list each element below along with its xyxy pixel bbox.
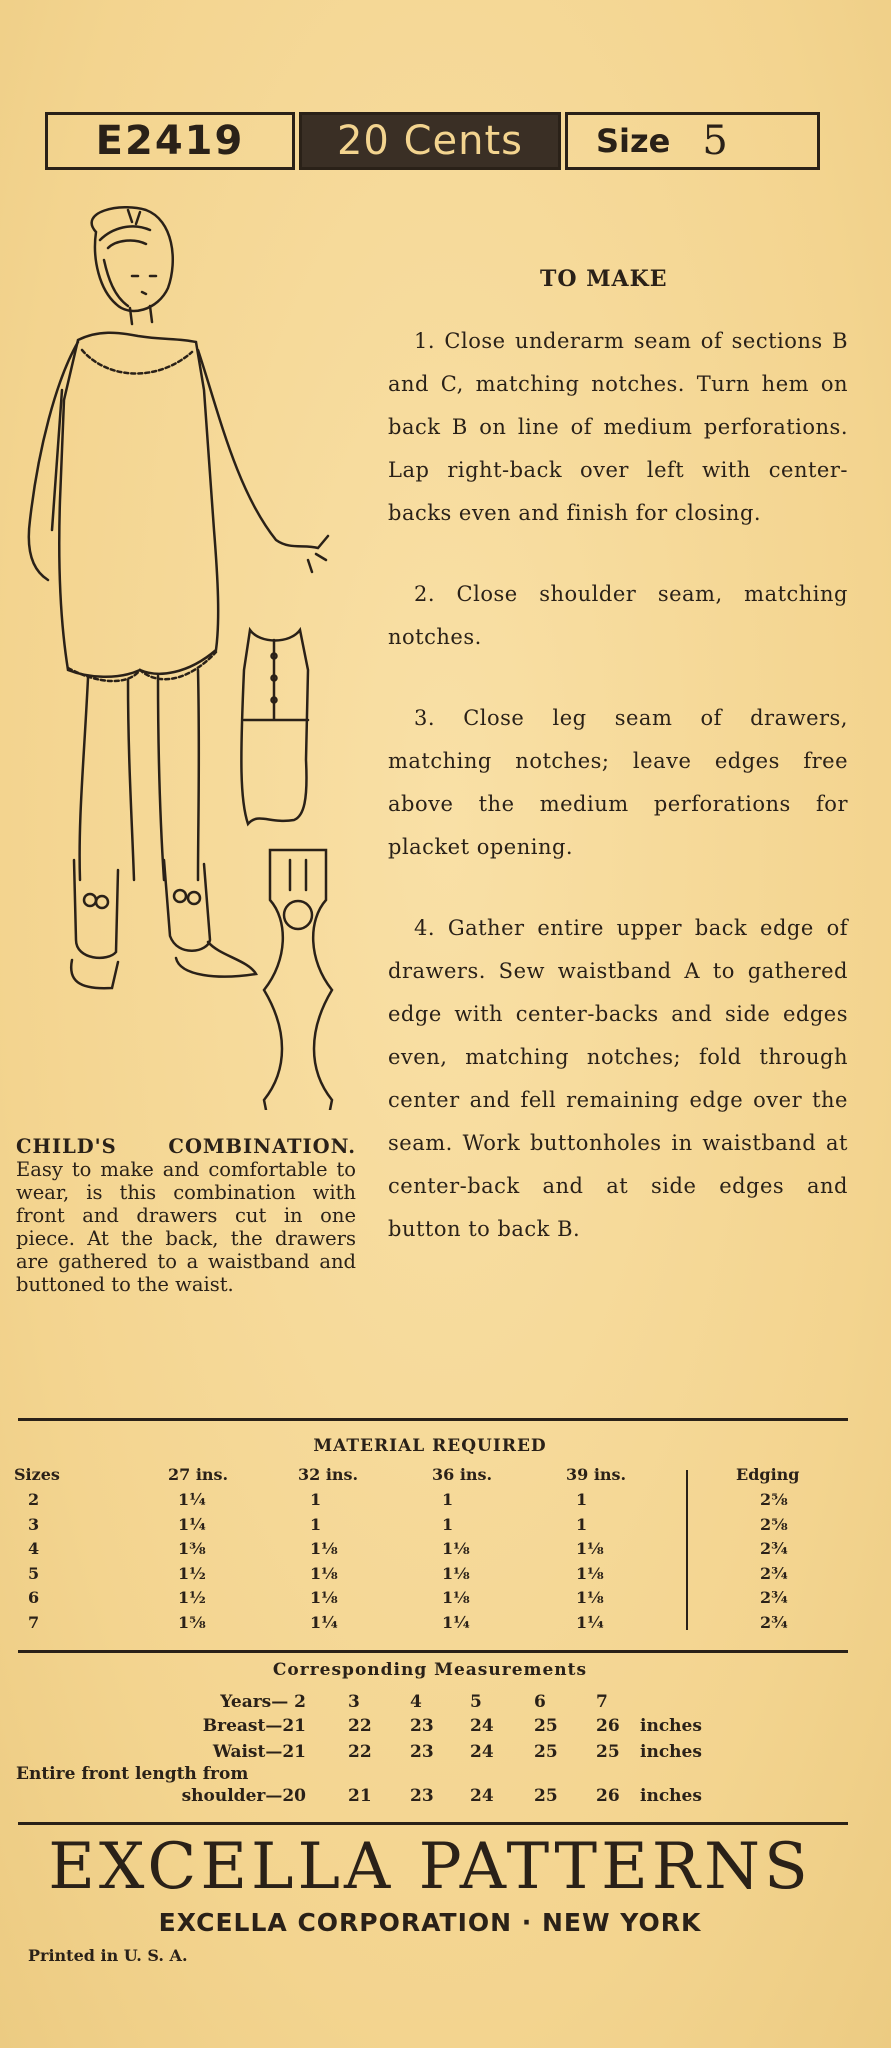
measurement-value: 25: [534, 1716, 558, 1736]
pattern-description: [16, 1135, 356, 1296]
material-cell: 3: [28, 1514, 40, 1534]
measurement-value: 24: [470, 1786, 494, 1806]
measurement-value: 23: [410, 1716, 434, 1736]
measurement-value: 25: [596, 1742, 620, 1762]
brand-name: EXCELLA PATTERNS: [48, 1830, 812, 1904]
col-header: 36 ins.: [432, 1465, 493, 1484]
material-cell: 2⅝: [760, 1490, 788, 1509]
material-cell: 1¼: [576, 1612, 604, 1632]
measurement-value: 22: [348, 1742, 372, 1762]
divider-top: [18, 1418, 848, 1421]
material-cell: 1: [310, 1490, 322, 1509]
material-cell: 1⅛: [442, 1588, 470, 1607]
size-label: Size: [596, 122, 671, 160]
material-cell: 2¾: [760, 1588, 788, 1607]
measurement-value: 23: [410, 1742, 434, 1762]
measurement-value: 24: [470, 1742, 494, 1762]
material-title: MATERIAL REQUIRED: [313, 1436, 547, 1456]
printed-in: Printed in U. S. A.: [28, 1946, 188, 1965]
material-cell: 1½: [178, 1588, 206, 1607]
measurement-value: 25: [534, 1742, 558, 1762]
child-illustration-icon: [8, 200, 378, 1110]
material-cell: 1: [442, 1514, 454, 1534]
step-4: 4. Gather entire upper back edge of drawers. Sew waistband A to gathered edge with center-backs and side edges even, matching notches; fold through center and fell remaining edge over the seam. Work buttonholes in waistband at center-back and at side edges and button to back B.: [388, 916, 848, 1241]
measurement-unit: inches: [640, 1786, 702, 1806]
measurement-label: Years— 2: [220, 1692, 306, 1712]
measurement-value: 26: [596, 1786, 620, 1806]
divider-middle: [18, 1650, 848, 1653]
col-header: 32 ins.: [298, 1465, 359, 1484]
col-header: Edging: [736, 1465, 800, 1484]
material-row: [14, 1515, 834, 1540]
header-bar: [45, 112, 820, 174]
material-cell: 1⅝: [178, 1612, 206, 1632]
material-header-row: [14, 1465, 834, 1490]
material-row: [14, 1490, 834, 1515]
material-cell: 2¾: [760, 1612, 788, 1632]
measurement-value: 24: [470, 1716, 494, 1736]
material-cell: 1: [310, 1514, 322, 1534]
divider-bottom: [18, 1822, 848, 1825]
material-cell: 1⅛: [310, 1539, 338, 1558]
material-cell: 1⅛: [310, 1563, 338, 1583]
material-row: [14, 1564, 834, 1589]
material-cell: 1⅛: [576, 1563, 604, 1583]
instructions-title: TO MAKE: [540, 266, 668, 292]
size-value: 5: [702, 118, 728, 164]
description-text: Easy to make and comfortable to wear, is this combination with front and drawers cut in one piece. At the back, the drawers are gathered to a waistband and buttoned to the waist.: [16, 1158, 356, 1296]
material-cell: 2⅝: [760, 1514, 788, 1534]
material-cell: 1: [576, 1490, 588, 1509]
measurement-label: shoulder—20: [181, 1786, 306, 1806]
material-cell: 1: [442, 1490, 454, 1509]
measurement-value: 6: [534, 1692, 546, 1712]
measurement-value: 22: [348, 1716, 372, 1736]
measurement-value: 5: [470, 1692, 482, 1712]
material-cell: 2¾: [760, 1563, 788, 1583]
material-cell: 1¼: [178, 1514, 206, 1534]
material-cell: 2¾: [760, 1539, 788, 1558]
material-cell: 2: [28, 1490, 40, 1509]
material-cell: 1⅛: [442, 1563, 470, 1583]
material-cell: 1: [576, 1514, 588, 1534]
material-cell: 1½: [178, 1563, 206, 1583]
material-row: [14, 1613, 834, 1638]
material-cell: 1¼: [442, 1612, 470, 1632]
material-row: [14, 1588, 834, 1613]
price: 20 Cents: [299, 112, 561, 170]
material-cell: 6: [28, 1588, 40, 1607]
material-cell: 1⅛: [310, 1588, 338, 1607]
material-cell: 7: [28, 1612, 40, 1632]
measurement-value: 26: [596, 1716, 620, 1736]
measurement-unit: inches: [640, 1716, 702, 1736]
measurement-label-line1: Entire front length from: [16, 1764, 249, 1784]
measurement-value: 7: [596, 1692, 608, 1712]
material-row: [14, 1539, 834, 1564]
measurements-title: Corresponding Measurements: [272, 1660, 588, 1680]
instruction-steps: [388, 320, 848, 1289]
measurement-value: 3: [348, 1692, 360, 1712]
measurement-label: Waist—21: [212, 1742, 306, 1762]
measurement-value: 21: [348, 1786, 372, 1806]
measurement-value: 23: [410, 1786, 434, 1806]
col-header: 27 ins.: [168, 1465, 229, 1484]
material-cell: 1¼: [178, 1490, 206, 1509]
size-box: [565, 112, 820, 170]
corporation: EXCELLA CORPORATION · NEW YORK: [158, 1908, 702, 1937]
step-1: 1. Close underarm seam of sections B and C, matching notches. Turn hem on back B on line of medium perforations. Lap right-back over left with center-backs even and finish for closing.: [388, 329, 848, 525]
material-cell: 1¼: [310, 1612, 338, 1632]
pattern-number: E2419: [45, 112, 295, 170]
measurement-value: 4: [410, 1692, 422, 1712]
material-cell: 1⅜: [178, 1539, 206, 1558]
material-cell: 5: [28, 1563, 40, 1583]
material-cell: 1⅛: [442, 1539, 470, 1558]
measurement-label: Breast—21: [202, 1716, 306, 1736]
material-cell: 1⅛: [576, 1588, 604, 1607]
step-2: 2. Close shoulder seam, matching notches.: [388, 582, 848, 649]
col-header: 39 ins.: [566, 1465, 627, 1484]
material-cell: 4: [28, 1539, 40, 1558]
step-3: 3. Close leg seam of drawers, matching notches; leave edges free above the medium perforations for placket opening.: [388, 706, 848, 859]
measurement-value: 25: [534, 1786, 558, 1806]
col-header: Sizes: [14, 1465, 60, 1484]
measurement-unit: inches: [640, 1742, 702, 1762]
description-title: CHILD'S COMBINATION.: [16, 1135, 356, 1158]
material-cell: 1⅛: [576, 1539, 604, 1558]
